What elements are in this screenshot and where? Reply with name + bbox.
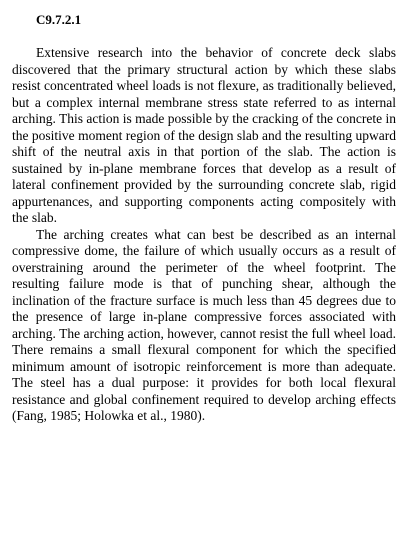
section-heading: C9.7.2.1	[36, 12, 82, 27]
paragraph-internal-arching: Extensive research into the behavior of concrete deck slabs discovered that the primary structural action by which these slabs resist concentrated wheel loads is not flexure, as traditionally believed, but a complex internal membrane stress state referred to as internal arching. This action is made possible by the cracking of the concrete in the positive moment region of the design slab and the resulting upward shift of the neutral axis in that portion of the slab. The action is sustained by in-plane membrane forces that develop as a result of lateral confinement provided by the surrounding concrete slab, rigid appurtenances, and supporting components acting compositely with the slab.	[12, 45, 397, 225]
paragraph-compressive-dome: The arching creates what can best be described as an internal compressive dome, the failure of which usually occurs as a result of overstraining around the perimeter of the wheel footprint. The resulting failure mode is that of punching shear, although the inclination of the fracture surface is much less than 45 degrees due to the presence of large in-plane compressive forces associated with arching. The arching action, however, cannot resist the full wheel load. There remains a small flexural component for which the specified minimum amount of isotropic reinforcement is more than adequate. The steel has a dual purpose: it provides for both local flexural resistance and global confinement required to develop arching effects (Fang, 1985; Holowka et al., 1980).	[12, 226, 396, 423]
